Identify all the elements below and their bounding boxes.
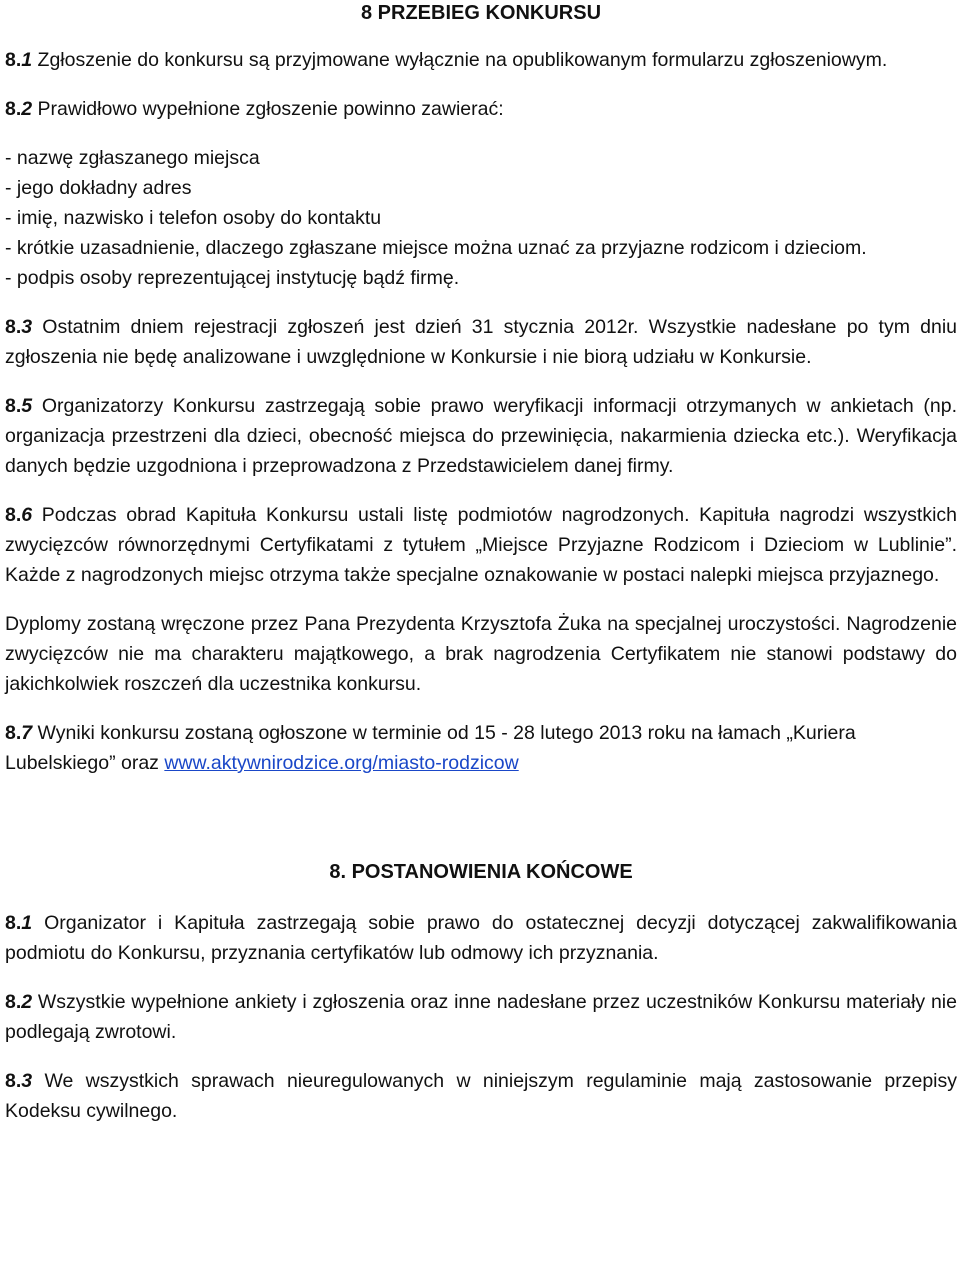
paragraph-8-5: 8.5 Organizatorzy Konkursu zastrzegają sobie prawo weryfikacji informacji otrzymanych w ankietach (np. organizacja przestrzeni dla dzieci, obecność miejsca do przewinięcia, nakarmienia dziecka etc.). Weryfikacja danych będzie uzgodniona i przeprowadzona z Przedstawicielem danej firmy. bbox=[5, 395, 957, 477]
section-title-postanowienia: 8. POSTANOWIENIA KOŃCOWE bbox=[329, 861, 633, 883]
document-page bbox=[5, 0, 957, 1126]
paragraph-8-1: 8.1 Zgłoszenie do konkursu są przyjmowane wyłącznie na opublikowanym formularzu zgłoszeniowym. bbox=[5, 49, 888, 71]
paragraph-8-6: 8.6 Podczas obrad Kapituła Konkursu ustali listę podmiotów nagrodzonych. Kapituła nagrodzi wszystkich zwycięzców równorzędnymi Certyfikatami z tytułem „Miejsce Przyjazne Rodzicom i Dzieciom w Lublinie”. Każde z nagrodzonych miejsc otrzyma także specjalne oznakowanie w postaci nalepki miejsca przyjaznego. bbox=[5, 504, 957, 586]
paragraph-final-8-2: 8.2 Wszystkie wypełnione ankiety i zgłoszenia oraz inne nadesłane przez uczestników Konkursu materiały nie podlegają zwrotowi. bbox=[5, 991, 957, 1043]
paragraph-8-7: 8.7 Wyniki konkursu zostaną ogłoszone w terminie od 15 - 28 lutego 2013 roku na łamach „Kuriera Lubelskiego” oraz www.aktywnirodzice.org/miasto-rodzicow bbox=[5, 722, 856, 774]
list-item: - krótkie uzasadnienie, dlaczego zgłaszane miejsce można uznać za przyjazne rodzicom i dzieciom. bbox=[5, 237, 867, 259]
paragraph-8-3: 8.3 Ostatnim dniem rejestracji zgłoszeń jest dzień 31 stycznia 2012r. Wszystkie nadesłane po tym dniu zgłoszenia nie będę analizowane i uwzględnione w Konkursie i nie biorą udziału w Konkursie. bbox=[5, 316, 957, 368]
list-item: - nazwę zgłaszanego miejsca bbox=[5, 147, 260, 169]
website-link[interactable]: www.aktywnirodzice.org/miasto-rodzicow bbox=[164, 752, 519, 774]
requirements-list bbox=[5, 143, 957, 293]
list-item: - jego dokładny adres bbox=[5, 177, 192, 199]
list-item: - imię, nazwisko i telefon osoby do kontaktu bbox=[5, 207, 382, 229]
paragraph-final-8-3: 8.3 We wszystkich sprawach nieuregulowanych w niniejszym regulaminie mają zastosowanie przepisy Kodeksu cywilnego. bbox=[5, 1070, 957, 1122]
list-item: - podpis osoby reprezentującej instytucję bądź firmę. bbox=[5, 267, 460, 289]
paragraph-8-2: 8.2 Prawidłowo wypełnione zgłoszenie powinno zawierać: bbox=[5, 98, 504, 120]
section-title-przebieg: 8 PRZEBIEG KONKURSU bbox=[360, 2, 602, 24]
paragraph-dyplomy: Dyplomy zostaną wręczone przez Pana Prezydenta Krzysztofa Żuka na specjalnej uroczystości. Nagrodzenie zwycięzców nie ma charakteru majątkowego, a brak nagrodzenia Certyfikatem nie stanowi podstawy do jakichkolwiek roszczeń dla uczestnika konkursu. bbox=[5, 613, 957, 695]
paragraph-final-8-1: 8.1 Organizator i Kapituła zastrzegają sobie prawo do ostatecznej decyzji dotyczącej zakwalifikowania podmiotu do Konkursu, przyznania certyfikatów lub odmowy ich przyznania. bbox=[5, 912, 957, 964]
